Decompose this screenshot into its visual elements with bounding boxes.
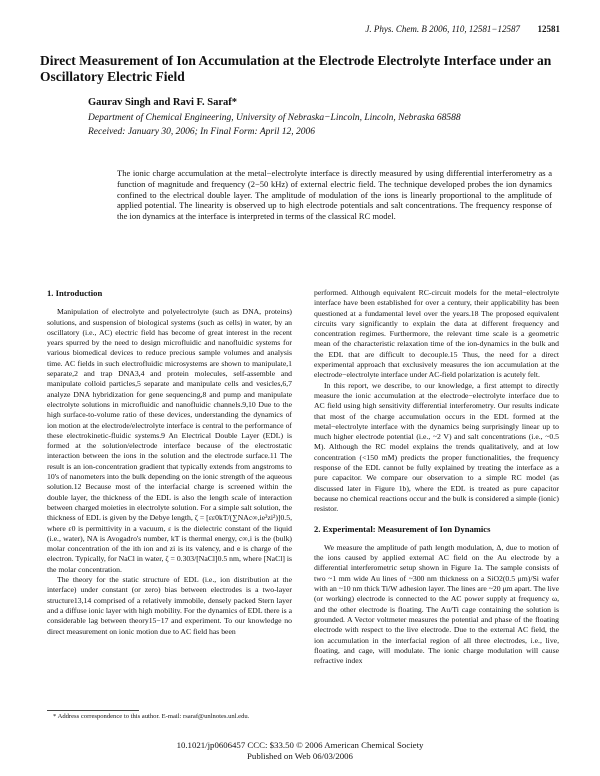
paragraph: Manipulation of electrolyte and polyelectrolyte (such as DNA, proteins) solutions, and suspension of biological systems (such as cells) in water, by an oscillatory (i.e., AC) electric field has become of great interest in the recent years spurred by the need to design microfluidic and nanofluidic systems for various biomedical devices to reduce precious sample volumes and analysis time. AC fields in such electrofluidic microsystems are shown to manipulate,1 separate,2 and trap DNA3,4 and protein molecules, self-assemble and manipulate colloid particles,5 separate and manipulate cells and vesicles,6,7 analyze DNA hybridization for gene sequencing,8 and pump and manipulate electrolyte solutions in microfluidic and nanofluidic channels.9,10 Due to the high surface-to-volume ratio of these devices, understanding the dynamics of ion motion at the electrode/electrolyte interface is central to the performance of these electrokinetic-fluidic systems.9 An Electrical Double Layer (EDL) is formed at the solution/electrode interface because of the electrostatic interaction between the ions in the solution and the electrode surface.11 The result is an ion-concentration gradient that typically extends from angstroms to 10's of nanometers into the bulk depending on the ionic strength of the aqueous solution.12 Because most of the interfacial charge is screened within the double layer, the thickness of the EDL is also the length scale of interaction between charged moieties in electrolyte solution. For a simple salt solution, the thickness of EDL is given by the Debye length, ζ = [εε0kT/(∑NAc∞,ie²zi²)]0.5, where ε0 is permittivity in a vacuum, ε is the dielectric constant of the liquid (i.e., water), NA is Avogadro's number, kT is thermal energy, c∞,i is the (bulk) molar concentration of the ith ion and zi is its valency, and e is charge of the electron. Typically, for NaCl in water, ζ = 0.303/[NaCl]0.5 nm, where [NaCl] is the molar concentration. — [47, 307, 292, 574]
received-dates: Received: January 30, 2006; In Final Form: April 12, 2006 — [88, 127, 315, 137]
left-column — [47, 288, 292, 637]
footnote-rule — [47, 710, 139, 711]
paragraph: performed. Although equivalent RC-circuit models for the metal−electrolyte interface have been established for over a century, their applicability has been questioned at a fundamental level over the years.18 The proposed equivalent circuits vary significantly to explain the data at different frequency and concentration regimes. Furthermore, the relevant time scale is a geometric mean of the characteristic relaxation time of the ion-dynamics in the bulk and the EDL that are difficult to decouple.15 Thus, the need for a direct experimental approach that exclusively measures the ion accumulation at the electrode−electrolyte interface under AC-field polarization is acutely felt. — [314, 288, 559, 380]
authors: Gaurav Singh and Ravi F. Saraf* — [88, 97, 237, 108]
footnote: * Address correspondence to this author. E-mail: rsaraf@unlnotes.unl.edu. — [53, 713, 250, 720]
paragraph: The theory for the static structure of EDL (i.e., ion distribution at the interface) under constant (or zero) bias between electrodes is a two-layer structure13,14 comprised of a relatively immobile, densely packed Stern layer and a diffuse ionic layer with high mobility. For the dynamics of EDL there is a considerable lag between theory15−17 and experiment. To our knowledge no direct measurement on ionic motion due to AC field has been — [47, 575, 292, 636]
right-column — [314, 288, 559, 666]
footer-doi: 10.1021/jp0606457 CCC: $33.50 © 2006 American Chemical Society — [176, 740, 424, 750]
page-number: 12581 — [537, 24, 560, 34]
running-header — [40, 24, 560, 38]
paragraph: In this report, we describe, to our knowledge, a first attempt to directly measure the ionic accumulation at the electrode−electrolyte interface due to AC field using high sensitivity differential interferometry. Our results indicate that most of the charge accumulation occurs in the EDL formed at the metal−electrolyte interface with the dynamics being surprisingly linear up to much higher electrode potential (i.e., ~2 V) and salt concentrations (i.e., ~0.5 M). Although the RC model explains the trends qualitatively, and at low concentration (<150 mM) predicts the proper functionalities, the frequency response of the EDL cannot be fully explained by treating the interface as a pure capacitor. We compare our observation to a simple RC model (as discussed later in Figure 1b), where the EDL is treated as pure capacitor because no chemical reactions occur and the bulk is considered a simple (ionic) resistor. — [314, 380, 559, 514]
section-heading-introduction: 1. Introduction — [47, 288, 103, 298]
article-title: Direct Measurement of Ion Accumulation at the Electrode Electrolyte Interface under an Oscillatory Electric Field — [40, 53, 552, 84]
footer-published: Published on Web 06/03/2006 — [247, 751, 353, 761]
affiliation: Department of Chemical Engineering, University of Nebraska−Lincoln, Lincoln, Nebraska 68588 — [88, 113, 461, 123]
paragraph: We measure the amplitude of path length modulation, Δ, due to motion of the ions caused by applied external AC field on the Au electrode by a differential interferometric setup shown in Figure 1a. The sample consists of two ~1 mm wide Au lines of ~300 nm thickness on a SiO2(0.5 μm)/Si wafer with an ~10 nm thick Ti/W adhesion layer. The lines are ~20 μm apart. The live (or working) electrode is connected to the AC power supply at frequency ω, and the other electrode is floating. The Au/Ti cage containing the solution is grounded. A Vector voltmeter measures the potential and phase of the floating electrode with respect to the live electrode. Due to the external AC field, the ion accumulation in the interfacial region of all three electrodes, i.e., live, floating, and cage, will modulate. The ionic charge modulation will cause refractive index — [314, 542, 559, 666]
abstract: The ionic charge accumulation at the metal−electrolyte interface is directly measured by using differential interferometry as a function of magnitude and frequency (2−50 kHz) of external electric field. The technique developed probes the ion dynamics confined to the electrical double layer. The amplitude of modulation of the ions is linearly proportional to the amplitude of applied potential. The linearity is observed up to high electrode potentials and salt concentrations. The frequency response of the ion dynamics at the interface is interpreted in terms of the classical RC model. — [117, 168, 552, 222]
section-heading-experimental: 2. Experimental: Measurement of Ion Dynamics — [314, 523, 491, 534]
journal-reference: J. Phys. Chem. B 2006, 110, 12581−12587 — [365, 24, 520, 34]
